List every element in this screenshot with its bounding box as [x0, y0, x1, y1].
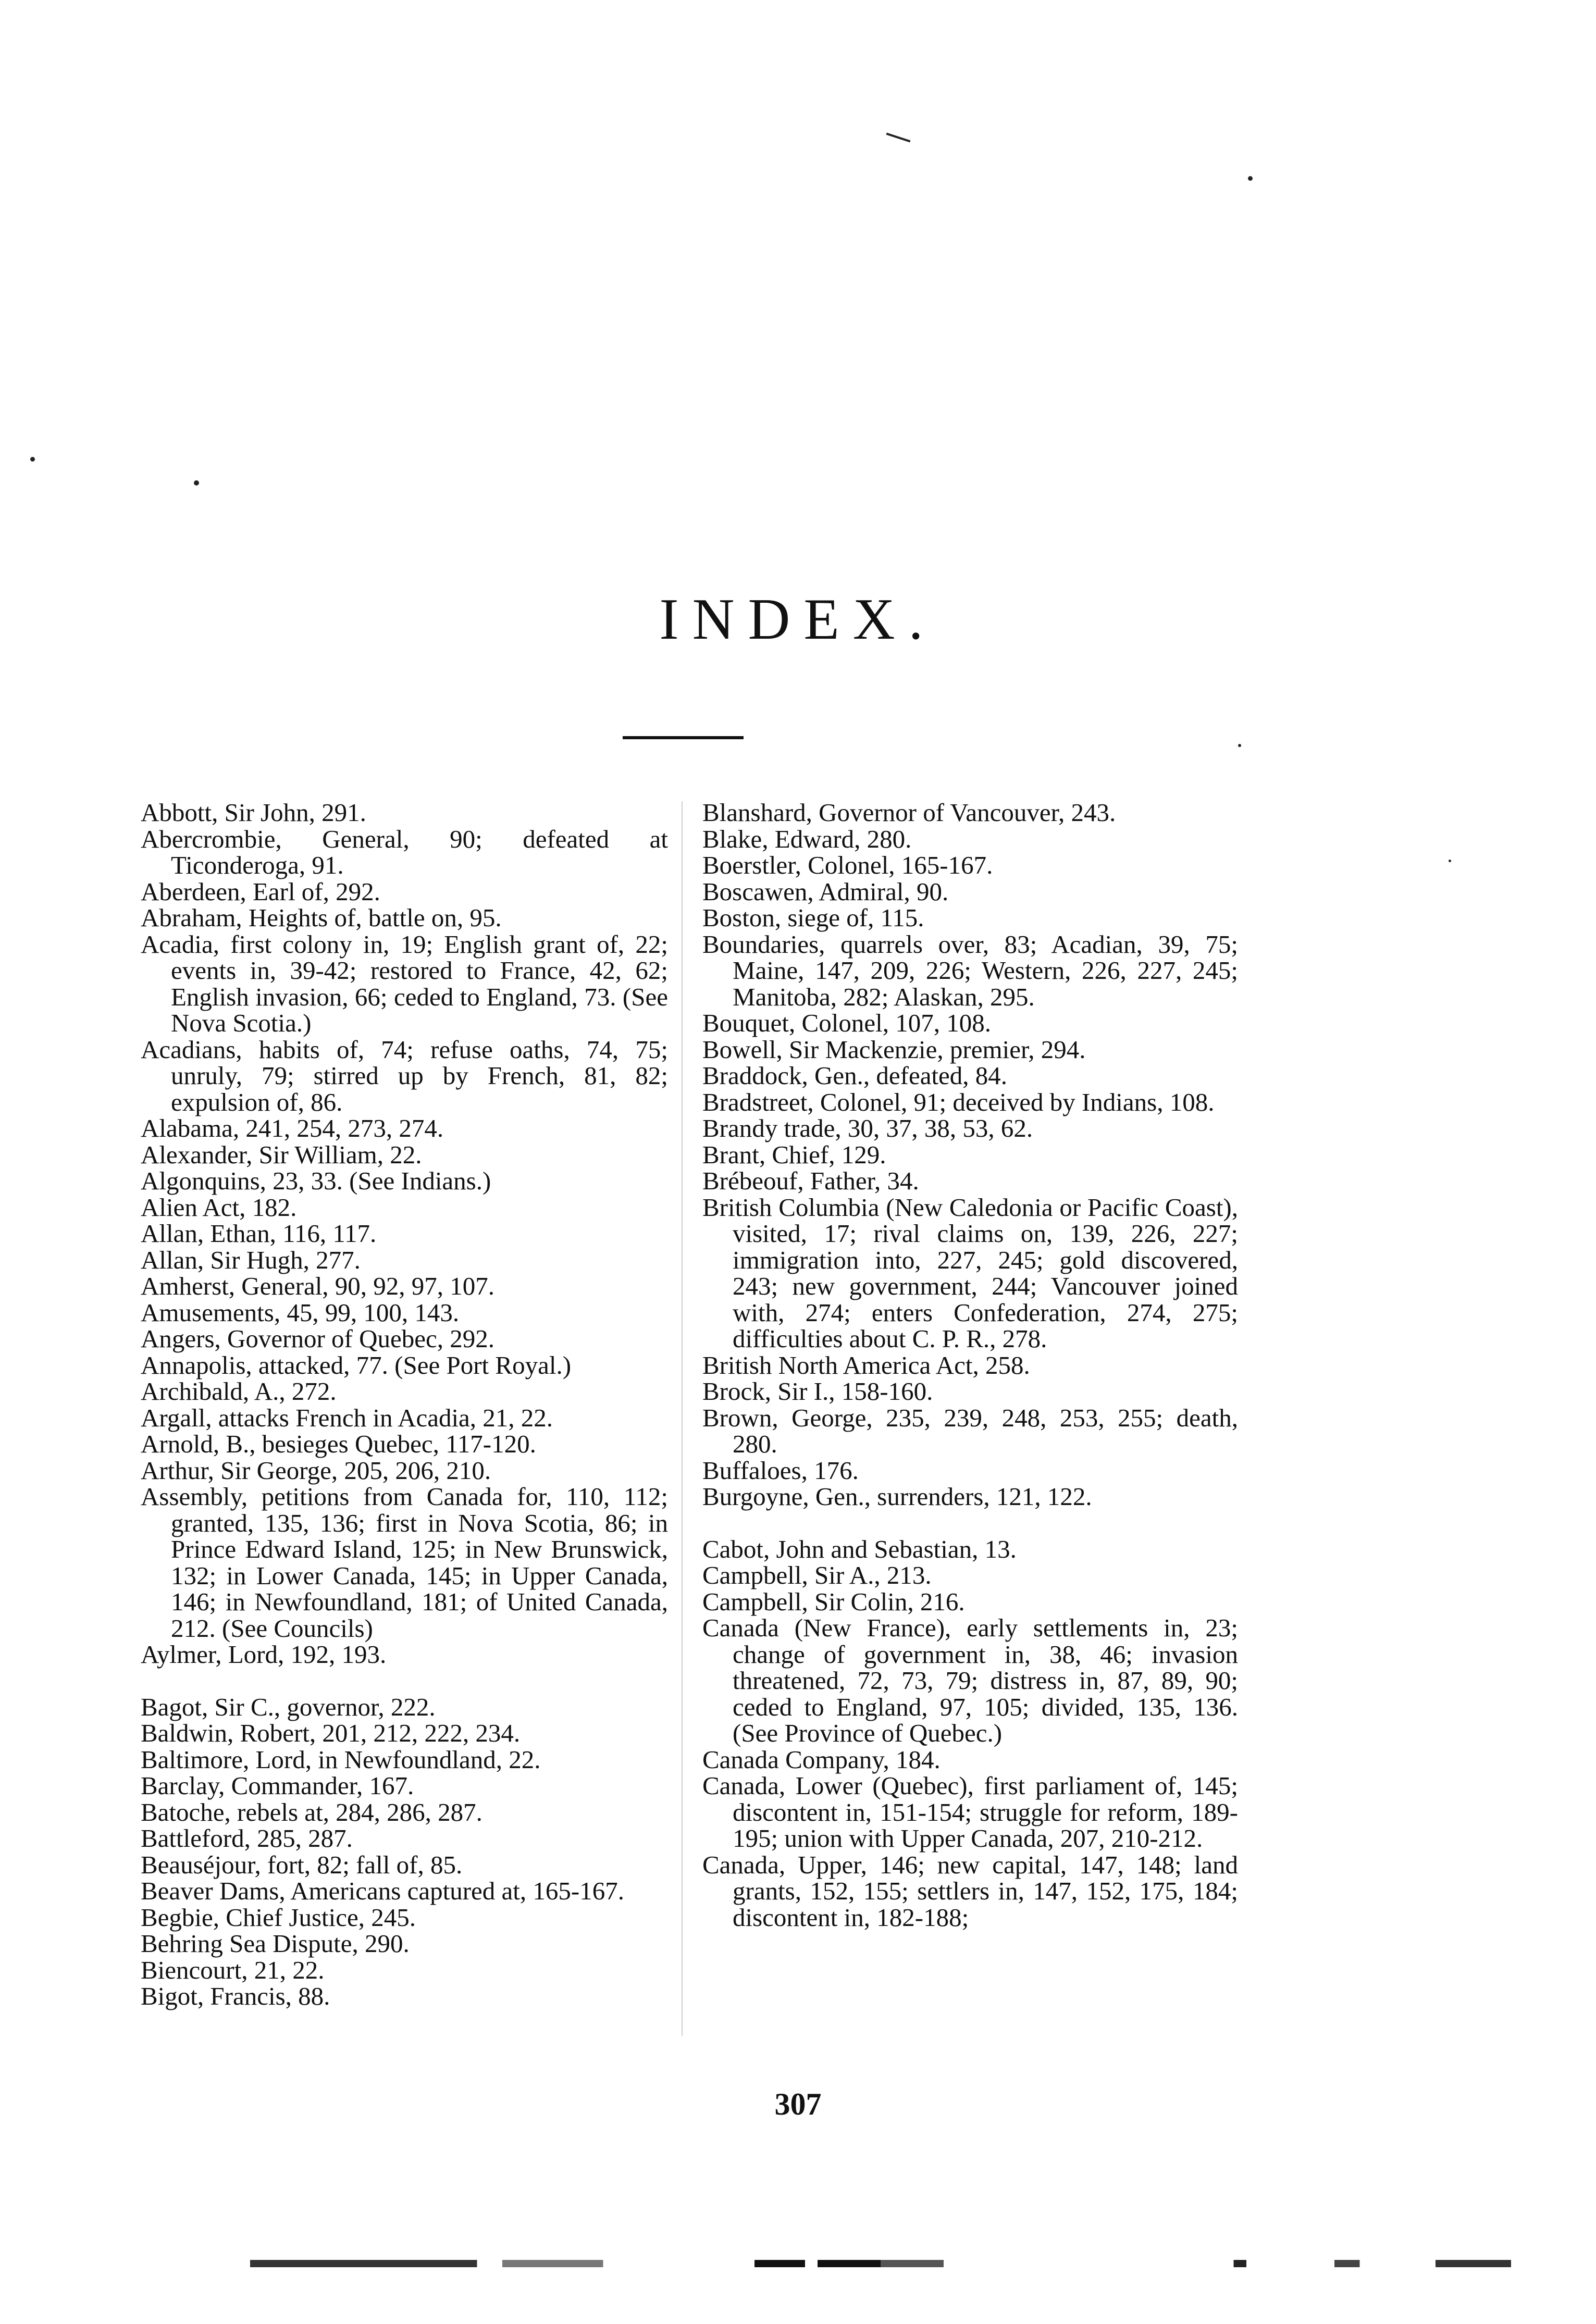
index-entry: Arnold, B., besieges Quebec, 117-120.	[141, 1430, 536, 1458]
index-column-right	[702, 800, 1238, 1931]
page-number: 307	[774, 2087, 822, 2121]
index-entry: Aylmer, Lord, 192, 193.	[141, 1640, 387, 1669]
letter-section-gap	[702, 1510, 1238, 1536]
index-entry: Boundaries, quarrels over, 83; Acadian, 39, 75; Maine, 147, 209, 226; Western, 226, 227, 245; Manitoba, 282; Alaskan, 295.	[702, 929, 1238, 1011]
index-entry: Biencourt, 21, 22.	[141, 1955, 325, 1984]
index-entry: Abercrombie, General, 90; defeated at Ticonderoga, 91.	[141, 824, 668, 879]
index-entry: Boston, siege of, 115.	[702, 903, 924, 932]
scan-speck	[1238, 744, 1241, 747]
index-entry: Bigot, Francis, 88.	[141, 1982, 330, 2010]
index-entry: Bouquet, Colonel, 107, 108.	[702, 1009, 991, 1037]
index-entry: Baldwin, Robert, 201, 212, 222, 234.	[141, 1719, 521, 1747]
index-entry: Barclay, Commander, 167.	[141, 1771, 414, 1800]
index-entry: Abraham, Heights of, battle on, 95.	[141, 903, 502, 932]
scan-speck	[30, 457, 35, 462]
index-entry: Blake, Edward, 280.	[702, 824, 912, 853]
index-entry: Baltimore, Lord, in Newfoundland, 22.	[141, 1745, 541, 1774]
page-title: INDEX.	[659, 587, 937, 652]
index-entry: Bagot, Sir C., governor, 222.	[141, 1692, 436, 1721]
index-entry: Bradstreet, Colonel, 91; deceived by Indians, 108.	[702, 1087, 1215, 1116]
index-entry: Braddock, Gen., defeated, 84.	[702, 1061, 1008, 1090]
index-entry: Campbell, Sir Colin, 216.	[702, 1587, 965, 1616]
scan-speck	[1248, 176, 1253, 181]
index-entry: Begbie, Chief Justice, 245.	[141, 1903, 416, 1932]
scan-speck	[886, 133, 911, 143]
index-entry: Beaver Dams, Americans captured at, 165-167.	[141, 1876, 624, 1905]
index-entry: Annapolis, attacked, 77. (See Port Royal.)	[141, 1350, 572, 1380]
index-entry: Brock, Sir I., 158-160.	[702, 1377, 933, 1406]
index-entry: Brown, George, 235, 239, 248, 253, 255; death, 280.	[702, 1403, 1238, 1458]
index-entry: Bowell, Sir Mackenzie, premier, 294.	[702, 1035, 1086, 1064]
index-entry: Allan, Sir Hugh, 277.	[141, 1245, 361, 1274]
index-entry: Canada Company, 184.	[702, 1745, 941, 1774]
index-entry: British Columbia (New Caledonia or Pacific Coast), visited, 17; rival claims on, 139, 226, 227; immigration into, 227, 245; gold discovered, 243; new government, 244; Vancouver joined with, 274; enters Confederation, 274, 275; difficulties about C. P. R., 278.	[702, 1192, 1238, 1353]
index-entry: Alexander, Sir William, 22.	[141, 1140, 422, 1169]
index-entry: Canada, Lower (Quebec), first parliament of, 145; discontent in, 151-154; struggle for reform, 189-195; union with Upper Canada, 207, 210-212.	[702, 1771, 1238, 1853]
index-entry: British North America Act, 258.	[702, 1350, 1030, 1380]
index-entry: Alabama, 241, 254, 273, 274.	[141, 1114, 444, 1142]
letter-section-gap	[141, 1668, 668, 1694]
index-entry: Burgoyne, Gen., surrenders, 121, 122.	[702, 1482, 1092, 1511]
index-entry: Boerstler, Colonel, 165-167.	[702, 851, 993, 879]
index-entry: Brébeouf, Father, 34.	[702, 1166, 919, 1195]
index-entry: Battleford, 285, 287.	[141, 1824, 353, 1853]
index-entry: Algonquins, 23, 33. (See Indians.)	[141, 1166, 491, 1195]
index-entry: Assembly, petitions from Canada for, 110, 112; granted, 135, 136; first in Nova Scotia, 86; in Prince Edward Island, 125; in New Brunswick, 132; in Lower Canada, 145; in Upper Canada, 146; in Newfoundland, 181; of United Canada, 212. (See Councils)	[141, 1482, 668, 1643]
column-divider	[682, 801, 683, 2036]
index-entry: Abbott, Sir John, 291.	[141, 798, 366, 827]
index-column-left	[141, 800, 668, 2010]
index-entry: Amusements, 45, 99, 100, 143.	[141, 1298, 460, 1327]
index-entry: Argall, attacks French in Acadia, 21, 22.	[141, 1403, 553, 1432]
index-entry: Acadians, habits of, 74; refuse oaths, 74, 75; unruly, 79; stirred up by French, 81, 82; expulsion of, 86.	[141, 1035, 668, 1116]
index-entry: Blanshard, Governor of Vancouver, 243.	[702, 798, 1116, 827]
index-entry: Boscawen, Admiral, 90.	[702, 877, 949, 906]
index-entry: Batoche, rebels at, 284, 286, 287.	[141, 1797, 482, 1826]
index-entry: Archibald, A., 272.	[141, 1377, 337, 1406]
index-entry: Cabot, John and Sebastian, 13.	[702, 1534, 1017, 1563]
index-entry: Angers, Governor of Quebec, 292.	[141, 1324, 494, 1353]
scan-speck	[1449, 860, 1451, 862]
index-entry: Buffaloes, 176.	[702, 1456, 859, 1485]
index-entry: Arthur, Sir George, 205, 206, 210.	[141, 1456, 491, 1485]
title-rule	[623, 736, 744, 739]
index-entry: Allan, Ethan, 116, 117.	[141, 1219, 377, 1248]
index-entry: Canada, Upper, 146; new capital, 147, 148; land grants, 152, 155; settlers in, 147, 152, 175, 184; discontent in, 182-188;	[702, 1850, 1238, 1932]
index-entry: Acadia, first colony in, 19; English grant of, 22; events in, 39-42; restored to France, 42, 62; English invasion, 66; ceded to England, 73. (See Nova Scotia.)	[141, 929, 668, 1037]
index-entry: Amherst, General, 90, 92, 97, 107.	[141, 1272, 495, 1300]
index-entry: Brandy trade, 30, 37, 38, 53, 62.	[702, 1114, 1033, 1142]
index-entry: Beauséjour, fort, 82; fall of, 85.	[141, 1850, 463, 1879]
index-entry: Aberdeen, Earl of, 292.	[141, 877, 380, 906]
scan-speck	[194, 480, 199, 486]
index-entry: Alien Act, 182.	[141, 1192, 297, 1222]
index-entry: Brant, Chief, 129.	[702, 1140, 886, 1169]
index-entry: Behring Sea Dispute, 290.	[141, 1929, 410, 1958]
index-entry: Canada (New France), early settlements in, 23; change of government in, 38, 46; invasion threatened, 72, 73, 79; distress in, 87, 89, 90; ceded to England, 97, 105; divided, 135, 136. (See Province of Quebec.)	[702, 1613, 1238, 1747]
scan-edge-band	[250, 2260, 1511, 2267]
index-entry: Campbell, Sir A., 213.	[702, 1561, 932, 1589]
